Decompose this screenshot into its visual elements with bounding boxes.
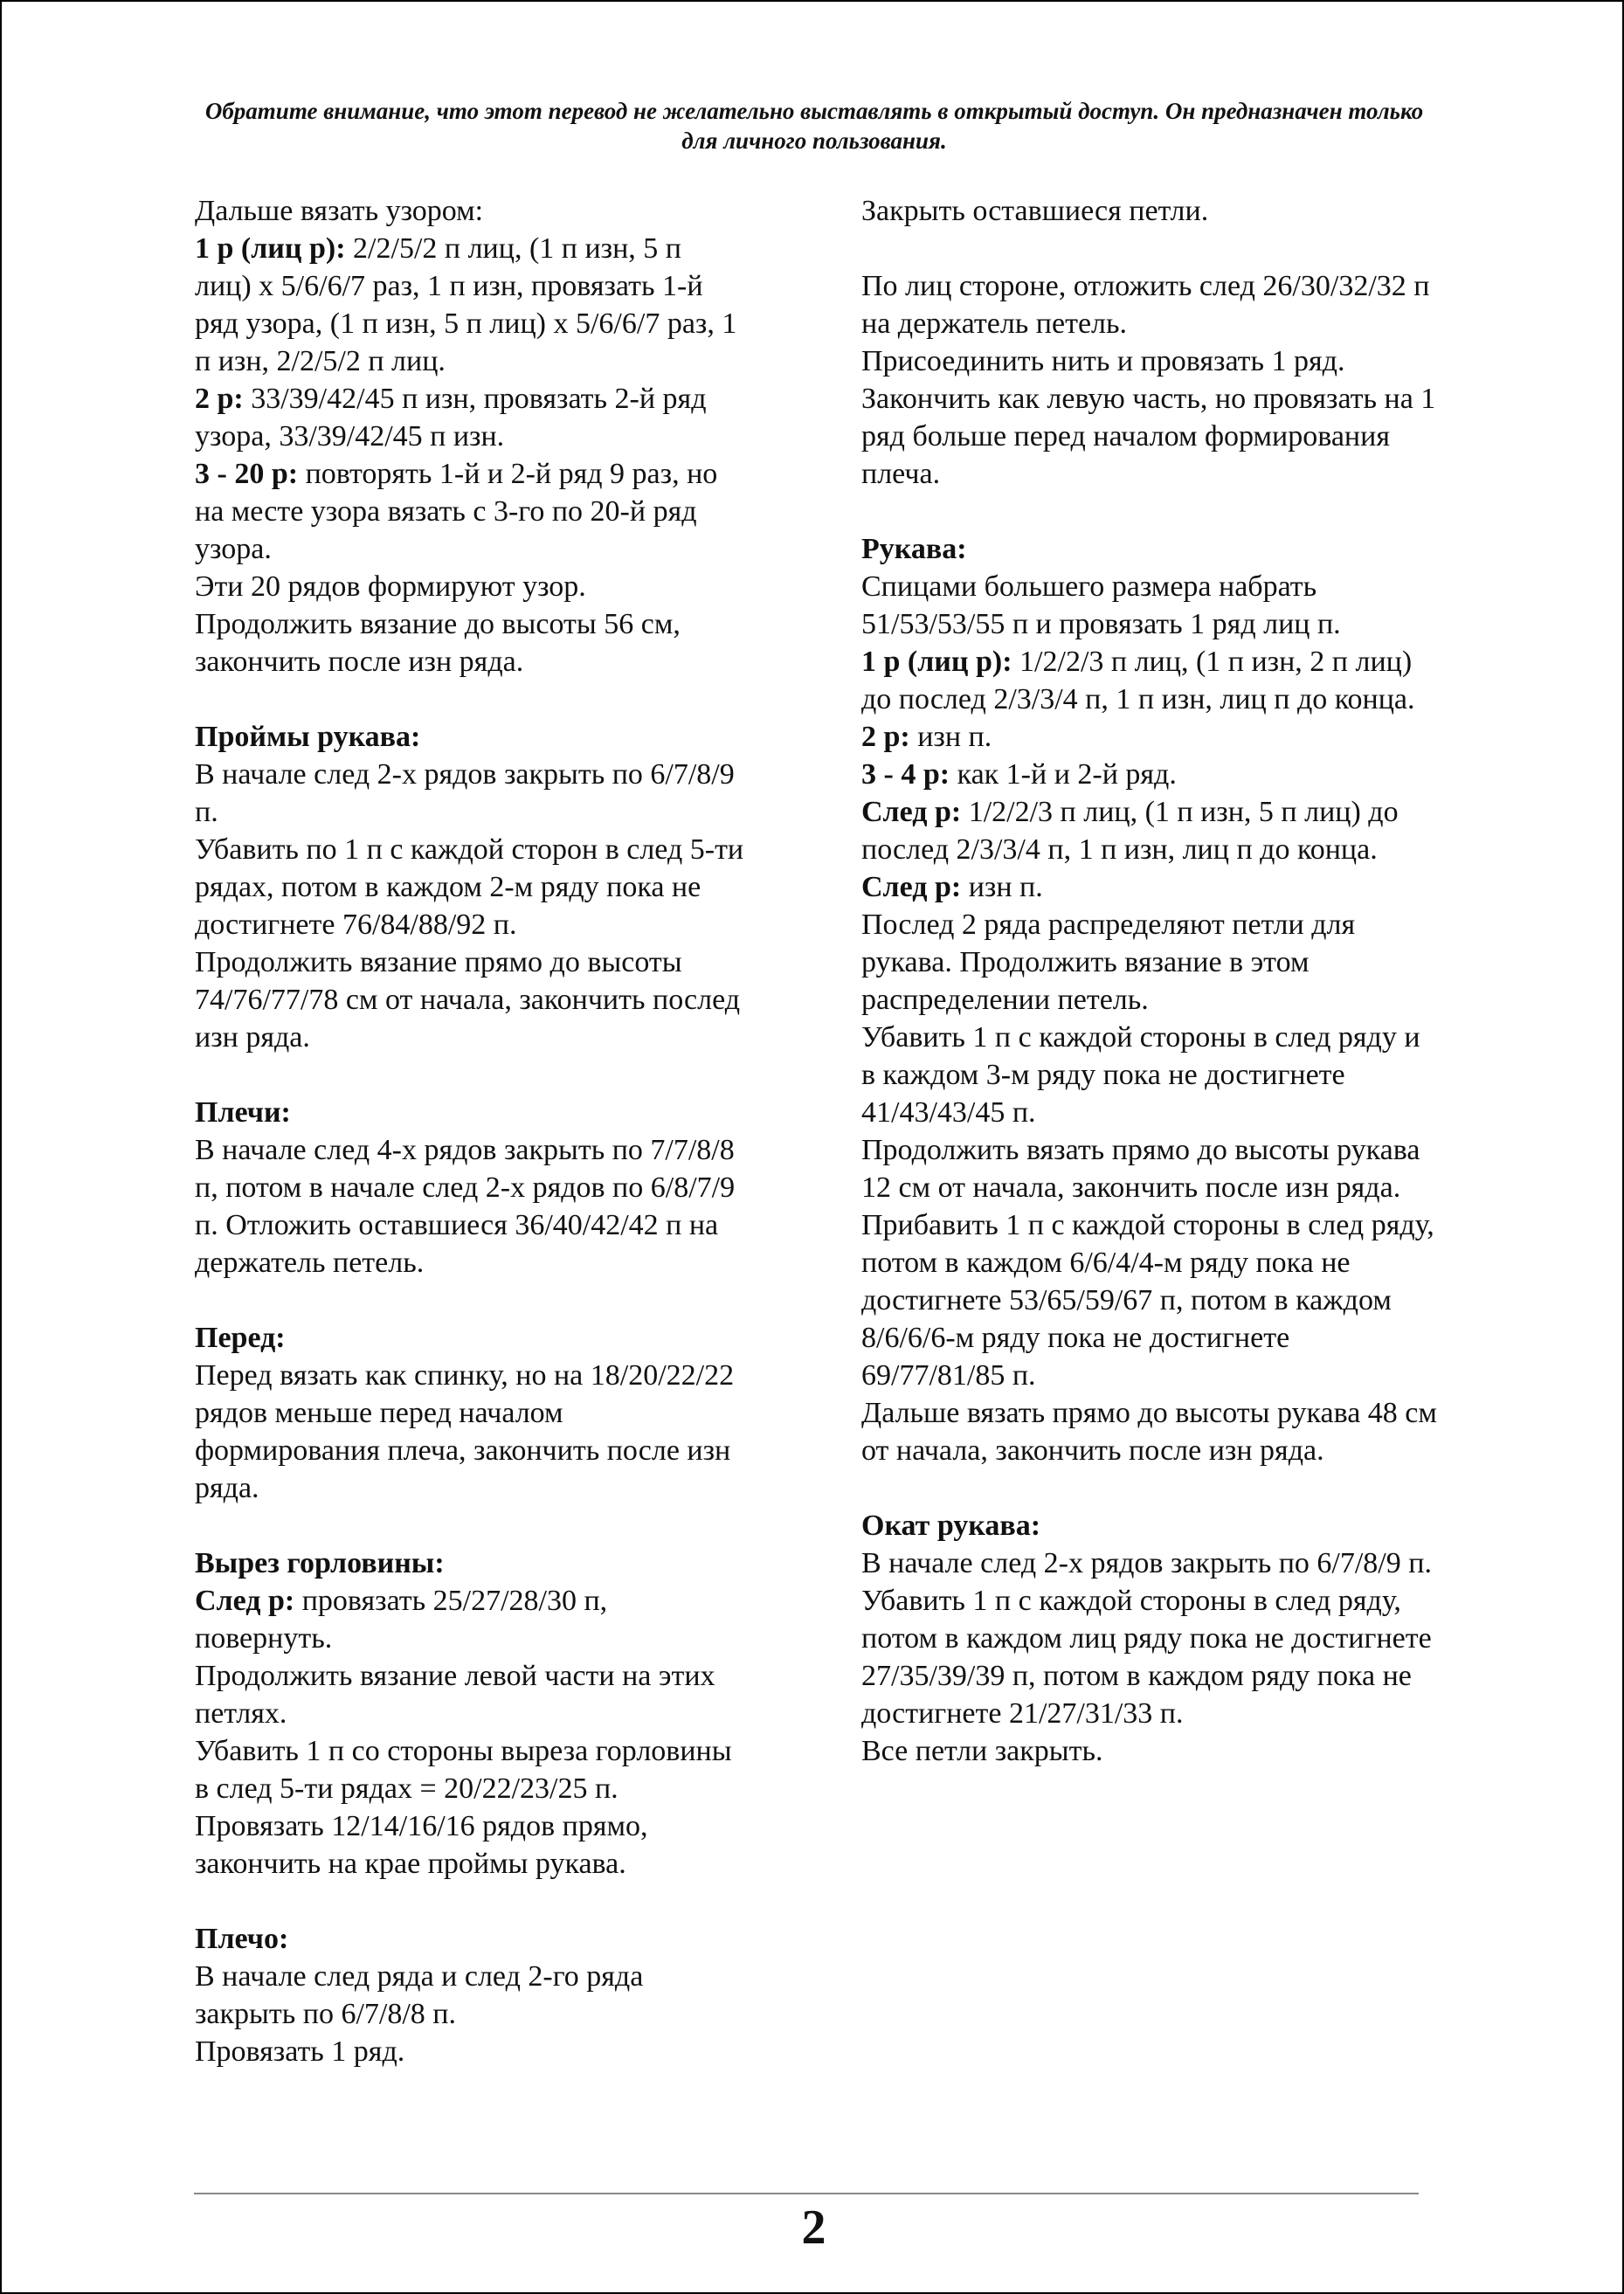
paragraph: Убавить по 1 п с каждой сторон в след 5-ти рядах, потом в каждом 2-м ряду пока не достигнете 76/84/88/92 п. (195, 833, 744, 941)
paragraph: Убавить 1 п с каждой стороны в след ряду, потом в каждом лиц ряду пока не достигнете 27/35/39/39 п, потом в каждом ряду пока не достигнете 21/27/31/33 п. (861, 1585, 1432, 1730)
paragraph: Убавить 1 п с каждой стороны в след ряду и в каждом 3-м ряду пока не достигнете 41/43/43/45 п. (861, 1021, 1420, 1129)
row-2-instruction (861, 718, 1438, 756)
spacer (195, 1883, 745, 1920)
armholes-heading: Проймы рукава: (195, 721, 421, 753)
row-text: повторять 1-й и 2-й ряд 9 раз, но на месте узора вязать с 3-го по 20-й ряд узора. (195, 458, 718, 565)
row-text: изн п. (909, 721, 992, 753)
neckline-heading: Вырез горловины: (195, 1547, 445, 1579)
shoulders-heading: Плечи: (195, 1096, 291, 1129)
paragraph: Провязать 1 ряд. (195, 2035, 405, 2068)
paragraph: Послед 2 ряда распределяют петли для рукава. Продолжить вязание в этом распределении петель. (861, 909, 1356, 1016)
spacer (861, 1469, 1438, 1507)
row-label: След р: (195, 1585, 295, 1617)
paragraph: Провязать 12/14/16/16 рядов прямо, закончить на крае проймы рукава. (195, 1810, 648, 1880)
row-text: изн п. (961, 871, 1043, 903)
row-label: 2 р: (195, 383, 244, 415)
front-heading: Перед: (195, 1322, 286, 1354)
paragraph: Закончить как левую часть, но провязать на 1 ряд больше перед началом формирования плеча. (861, 383, 1436, 490)
privacy-notice: Обратите внимание, что этот перевод не желательно выставлять в открытый доступ. Он предназначен только для личного пользования. (204, 98, 1424, 154)
shoulder-heading: Плечо: (195, 1923, 289, 1955)
row-text: как 1-й и 2-й ряд. (950, 758, 1177, 791)
row-label: 3 - 20 р: (195, 458, 299, 490)
row-label: След р: (861, 796, 962, 828)
paragraph: В начале след 2-х рядов закрыть по 6/7/8/9 п. (195, 758, 735, 828)
rows-3-4-instruction (861, 756, 1438, 793)
sleeve-cap-heading: Окат рукава: (861, 1510, 1041, 1542)
page-number: 2 (801, 2201, 826, 2255)
row-label: 2 р: (861, 721, 910, 753)
paragraph: Продолжить вязание прямо до высоты 74/76/77/78 см от начала, закончить послед изн ряда. (195, 946, 741, 1054)
right-column (861, 192, 1438, 1770)
spacer (861, 493, 1438, 530)
row-label: 3 - 4 р: (861, 758, 950, 791)
paragraph: Продолжить вязать прямо до высоты рукава 12 см от начала, закончить после изн ряда. (861, 1134, 1420, 1204)
paragraph: Все петли закрыть. (861, 1735, 1103, 1767)
sleeves-heading: Рукава: (861, 533, 967, 565)
spacer (195, 1282, 745, 1319)
spacer (195, 681, 745, 718)
spacer (195, 1056, 745, 1094)
paragraph: Присоединить нить и провязать 1 ряд. (861, 345, 1345, 377)
paragraph: Дальше вязать прямо до высоты рукава 48 см от начала, закончить после изн ряда. (861, 1397, 1437, 1467)
paragraph: Закрыть оставшиеся петли. (861, 195, 1209, 227)
row-text: 1/2/2/3 п лиц, (1 п изн, 5 п лиц) до послед 2/3/3/4 п, 1 п изн, лиц п до конца. (861, 796, 1399, 866)
paragraph: Спицами большего размера набрать 51/53/53/55 п и провязать 1 ряд лиц п. (861, 570, 1341, 640)
paragraph: В начале след 4-х рядов закрыть по 7/7/8/8 п, потом в начале след 2-х рядов по 6/8/7/9 п. Отложить оставшиеся 36/40/42/42 п на держатель петель. (195, 1134, 736, 1279)
next-row-instruction (195, 1582, 745, 1657)
next-row-instruction (861, 868, 1438, 906)
row-text: 33/39/42/45 п изн, провязать 2-й ряд узора, 33/39/42/45 п изн. (195, 383, 707, 453)
spacer (861, 230, 1438, 267)
next-row-instruction (861, 793, 1438, 868)
paragraph: Продолжить вязание до высоты 56 см, закончить после изн ряда. (195, 608, 681, 678)
paragraph: Дальше вязать узором: (195, 195, 484, 227)
paragraph: В начале след 2-х рядов закрыть по 6/7/8/9 п. (861, 1547, 1432, 1579)
row-label: 1 р (лиц р): (195, 232, 346, 265)
row-text: 1/2/2/3 п лиц, (1 п изн, 2 п лиц) до послед 2/3/3/4 п, 1 п изн, лиц п до конца. (861, 646, 1415, 715)
row-1-instruction (195, 230, 745, 380)
row-1-instruction (861, 643, 1438, 718)
paragraph: Перед вязать как спинку, но на 18/20/22/22 рядов меньше перед началом формирования плеча, закончить после изн ряда. (195, 1359, 735, 1504)
row-label: След р: (861, 871, 962, 903)
spacer (195, 1507, 745, 1544)
row-2-instruction (195, 380, 745, 455)
paragraph: Эти 20 рядов формируют узор. (195, 570, 586, 603)
paragraph: Прибавить 1 п с каждой стороны в след ряду, потом в каждом 6/6/4/4-м ряду пока не достигнете 53/65/59/67 п, потом в каждом 8/6/6/6-м ряду пока не достигнете 69/77/81/85 п. (861, 1209, 1434, 1392)
paragraph: Убавить 1 п со стороны выреза горловины в след 5-ти рядах = 20/22/23/25 п. (195, 1735, 732, 1805)
left-column (195, 192, 745, 2070)
paragraph: Продолжить вязание левой части на этих петлях. (195, 1660, 715, 1730)
paragraph: В начале след ряда и след 2-го ряда закрыть по 6/7/8/8 п. (195, 1960, 644, 2030)
row-text: провязать 25/27/28/30 п, повернуть. (195, 1585, 608, 1655)
row-label: 1 р (лиц р): (861, 646, 1012, 678)
row-text: 2/2/5/2 п лиц, (1 п изн, 5 п лиц) х 5/6/6/7 раз, 1 п изн, провязать 1-й ряд узора, (1 п изн, 5 п лиц) х 5/6/6/7 раз, 1 п изн, 2/2/5/2 п лиц. (195, 232, 737, 377)
paragraph: По лиц стороне, отложить след 26/30/32/32 п на держатель петель. (861, 270, 1430, 340)
rows-3-20-instruction (195, 455, 745, 568)
